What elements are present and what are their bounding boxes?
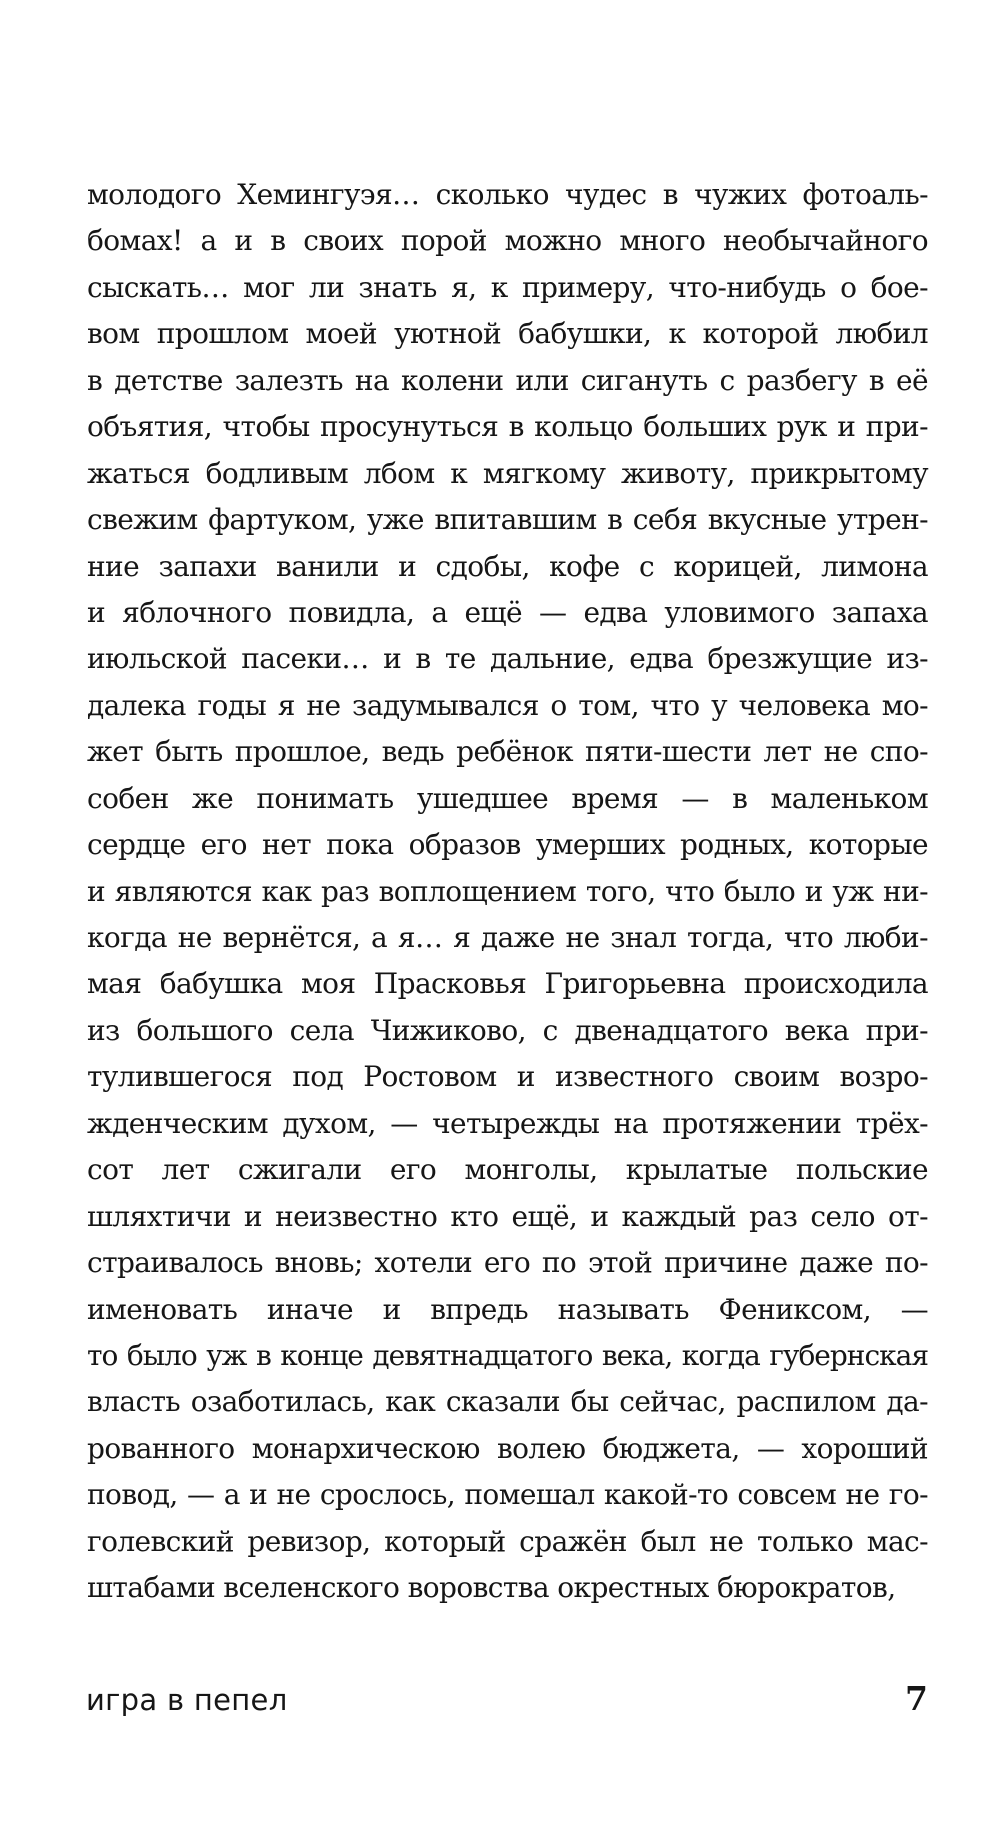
text-line: молодого Хемингуэя… сколько чудес в чужих фотоаль- — [87, 178, 928, 211]
text-line: сыскать… мог ли знать я, к примеру, что-нибудь о бое- — [87, 270, 928, 304]
text-line: штабами вселенского воровства окрестных бюрократов, — [87, 1571, 896, 1605]
text-line: и являются как раз воплощением того, что было и уж ни- — [87, 874, 928, 908]
text-line: ние запахи ванили и сдобы, кофе с корицей, лимона — [87, 549, 928, 583]
text-line: шляхтичи и неизвестно кто ещё, и каждый раз село от- — [87, 1199, 928, 1233]
text-line: сердце его нет пока образов умерших родных, которые — [87, 828, 928, 862]
text-line: бомах! а и в своих порой можно много необычайного — [87, 224, 928, 258]
text-line: страивалось вновь; хотели его по этой причине даже по- — [87, 1246, 928, 1280]
text-line: и яблочного повидла, а ещё — едва уловимого запаха — [87, 595, 928, 629]
text-line: рованного монархическою волею бюджета, — хороший — [87, 1431, 928, 1465]
page-number: 7 — [905, 1679, 928, 1718]
text-line: власть озаботилась, как сказали бы сейчас, распилом да- — [87, 1385, 928, 1419]
text-line: голевский ревизор, который сражён был не только мас- — [87, 1524, 928, 1558]
text-line: сот лет сжигали его монголы, крылатые польские — [87, 1153, 928, 1187]
text-line: далека годы я не задумывался о том, что у человека мо- — [87, 688, 928, 722]
text-line: повод, — а и не срослось, помешал какой-то совсем не го- — [87, 1478, 928, 1512]
text-line: в детстве залезть на колени или сигануть с разбегу в её — [87, 363, 928, 397]
text-line: когда не вернётся, а я… я даже не знал тогда, что люби- — [87, 921, 928, 954]
text-line: то было уж в конце девятнадцатого века, когда губернская — [87, 1338, 928, 1372]
text-line: объятия, чтобы просунуться в кольцо больших рук и при- — [87, 410, 928, 444]
text-line: свежим фартуком, уже впитавшим в себя вкусные утрен- — [87, 503, 928, 537]
text-line: собен же понимать ушедшее время — в маленьком — [87, 781, 928, 815]
text-line: именовать иначе и впредь называть Фениксом, — — [87, 1292, 928, 1326]
text-line: тулившегося под Ростовом и известного своим возро- — [87, 1060, 928, 1094]
text-line: вом прошлом моей уютной бабушки, к которой любил — [87, 317, 928, 351]
text-line: из большого села Чижиково, с двенадцатого века при- — [87, 1013, 928, 1047]
text-line: жденческим духом, — четырежды на протяжении трёх- — [87, 1106, 928, 1140]
text-line: жаться бодливым лбом к мягкому животу, прикрытому — [87, 456, 928, 490]
running-footer-book-title: игра в пепел — [86, 1683, 288, 1717]
text-line: июльской пасеки… и в те дальние, едва брезжущие из- — [87, 642, 928, 676]
text-line: мая бабушка моя Прасковья Григорьевна происходила — [87, 967, 928, 1001]
body-text — [87, 172, 928, 1612]
text-line: жет быть прошлое, ведь ребёнок пяти-шести лет не спо- — [87, 735, 928, 769]
